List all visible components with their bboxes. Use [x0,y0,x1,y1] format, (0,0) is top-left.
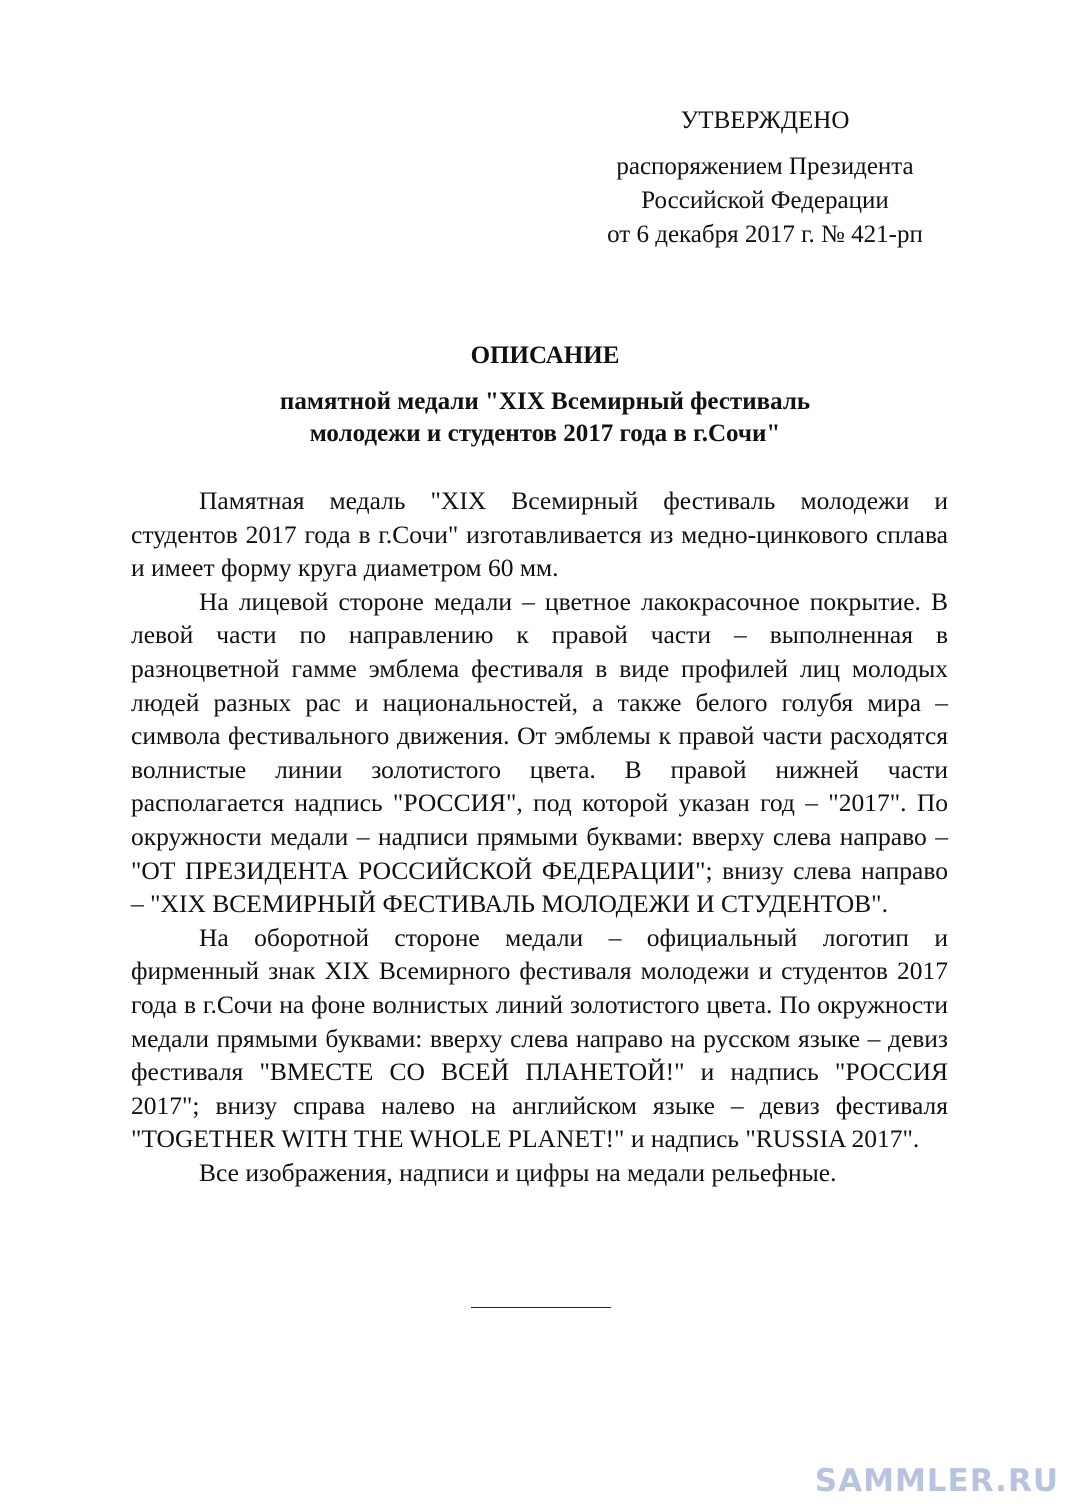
body-paragraph: На оборотной стороне медали – официальный логотип и фирменный знак XIX Всемирного фестиваля молодежи и студентов 2017 года в г.Сочи на фоне волнистых линий золотистого цвета. По окружности медали прямыми буквами: вверху слева направо на русском языке – девиз фестиваля "ВМЕСТЕ СО ВСЕЙ ПЛАНЕТОЙ!" и надпись "РОССИЯ 2017"; внизу справа налево на английском языке – девиз фестиваля "TOGETHER WITH THE WHOLE PLANET!" и надпись "RUSSIA 2017". [131,922,948,1154]
approval-block [580,104,950,252]
body-paragraph: Все изображения, надписи и цифры на медали рельефные. [199,1157,837,1187]
document-subtitle-line: памятной медали "XIX Всемирный фестиваль [279,388,811,415]
body-paragraph: Памятная медаль "XIX Всемирный фестиваль молодежи и студентов 2017 года в г.Сочи" изготавливается из медно-цинкового сплава и имеет форму круга диаметром 60 мм. [131,486,948,583]
approval-date-line: от 6 декабря 2017 г. № 421-рп [607,221,923,248]
approval-heading: УТВЕРЖДЕНО [680,107,850,134]
document-title: ОПИСАНИЕ [470,342,620,369]
document-body [131,484,948,1189]
document-subtitle-line: молодежи и студентов 2017 года в г.Сочи" [309,420,781,447]
approval-line: распоряжением Президента [616,153,914,180]
title-block [120,340,970,450]
approval-line: Российской Федерации [641,187,889,214]
watermark: SAMMLER.RU [814,1463,1059,1499]
body-paragraph: На лицевой стороне медали – цветное лакокрасочное покрытие. В левой части по направлению к правой части – выполненная в разноцветной гамме эмблема фестиваля в виде профилей лиц молодых людей разных рас и национальностей, а также белого голубя мира – символа фестивального движения. От эмблемы к правой части расходятся волнистые линии золотистого цвета. В правой нижней части располагается надпись "РОССИЯ", под которой указан год – "2017". По окружности медали – надписи прямыми буквами: вверху слева направо – "ОТ ПРЕЗИДЕНТА РОССИЙСКОЙ ФЕДЕРАЦИИ"; внизу слева направо – "XIX ВСЕМИРНЫЙ ФЕСТИВАЛЬ МОЛОДЕЖИ И СТУДЕНТОВ". [131,586,948,919]
end-rule [471,1307,611,1308]
